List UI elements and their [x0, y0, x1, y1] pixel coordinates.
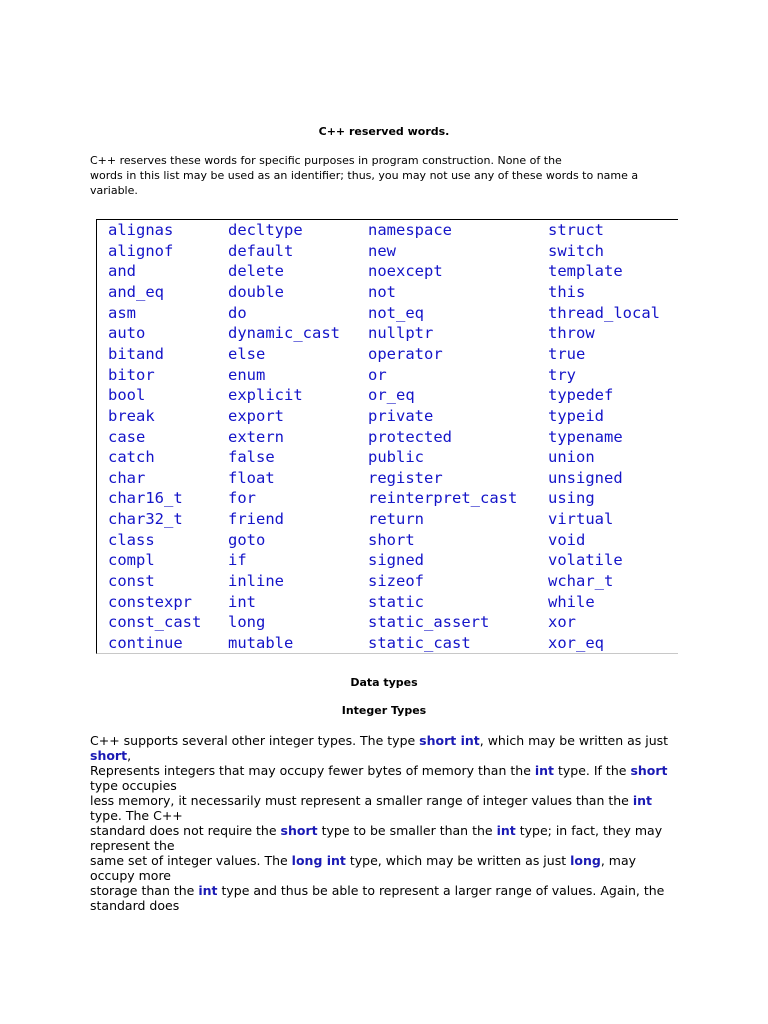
paragraph-line	[90, 763, 680, 778]
keyword-cell: do	[228, 303, 247, 322]
keyword-cell: for	[228, 489, 256, 508]
paragraph-line	[90, 823, 680, 838]
text-run: type and thus be able to represent a larger range of values. Again, the	[217, 883, 665, 898]
keyword-cell: class	[108, 530, 155, 549]
keyword-cell: not_eq	[368, 303, 424, 322]
intro-line: C++ reserves these words for specific purposes in program construction. None of the	[90, 154, 562, 167]
intro-line: variable.	[90, 184, 138, 197]
integer-types-paragraph	[90, 733, 680, 913]
emphasized-term: int	[198, 883, 218, 898]
keyword-cell: bitand	[108, 344, 164, 363]
keyword-cell: catch	[108, 448, 155, 467]
keyword-cell: void	[548, 530, 586, 549]
keyword-cell: try	[548, 365, 576, 384]
keyword-cell: alignas	[108, 221, 174, 239]
keyword-cell: float	[228, 468, 275, 487]
keyword-cell: double	[228, 282, 284, 301]
paragraph-line	[90, 733, 680, 748]
keyword-cell: extern	[228, 427, 284, 446]
keyword-cell: noexcept	[368, 262, 443, 281]
emphasized-term: long	[570, 853, 601, 868]
keyword-cell: not	[368, 282, 396, 301]
emphasized-term: short int	[419, 733, 480, 748]
keyword-cell: char32_t	[108, 510, 183, 529]
keyword-cell: signed	[368, 551, 424, 570]
keyword-cell: bitor	[108, 365, 155, 384]
keyword-cell: short	[368, 530, 415, 549]
keyword-cell: false	[228, 448, 275, 467]
keyword-cell: xor_eq	[548, 634, 604, 652]
emphasized-term: short	[90, 748, 128, 763]
keyword-cell: continue	[108, 634, 183, 652]
text-run: same set of integer values. The	[90, 853, 292, 868]
keyword-cell: and	[108, 262, 136, 281]
emphasized-term: int	[534, 763, 555, 778]
keyword-cell: using	[548, 489, 595, 508]
heading-data-types: Data types	[350, 676, 418, 689]
keyword-cell: const_cast	[108, 613, 202, 632]
keyword-cell: or_eq	[368, 386, 415, 405]
text-run: represent the	[90, 838, 175, 853]
paragraph-line	[90, 868, 680, 883]
text-run: type occupies	[90, 778, 177, 793]
keyword-cell: enum	[228, 365, 266, 384]
keyword-cell: typename	[548, 427, 623, 446]
keyword-cell: else	[228, 344, 266, 363]
text-run: Represents integers that may occupy fewer bytes of memory than the	[90, 763, 535, 778]
keyword-cell: export	[228, 406, 284, 425]
keyword-cell: explicit	[228, 386, 303, 405]
keyword-cell: decltype	[228, 221, 303, 239]
keyword-cell: throw	[548, 324, 595, 343]
keyword-cell: public	[368, 448, 424, 467]
text-run: standard does not require the	[90, 823, 281, 838]
emphasized-term: int	[632, 793, 652, 808]
keyword-cell: typedef	[548, 386, 614, 405]
intro-paragraph	[90, 153, 670, 198]
keyword-cell: sizeof	[368, 572, 424, 591]
keyword-cell: auto	[108, 324, 146, 343]
text-run: type, which may be written as just	[345, 853, 571, 868]
reserved-words-table	[96, 219, 678, 654]
page-title: C++ reserved words.	[318, 125, 450, 138]
text-run: standard does	[90, 898, 180, 913]
paragraph-line	[90, 883, 680, 898]
paragraph-line	[90, 778, 680, 793]
heading-integer-types: Integer Types	[341, 704, 427, 717]
paragraph-line	[90, 898, 680, 913]
text-run: ,	[127, 748, 132, 763]
keyword-cell: compl	[108, 551, 155, 570]
text-run: type. If the	[554, 763, 631, 778]
keyword-cell: int	[228, 592, 256, 611]
keyword-cell: static_cast	[368, 634, 471, 652]
keyword-cell: while	[548, 592, 595, 611]
emphasized-term: int	[496, 823, 516, 838]
keyword-cell: inline	[228, 572, 284, 591]
keyword-cell: new	[368, 241, 396, 260]
text-run: type to be smaller than the	[317, 823, 497, 838]
keyword-cell: struct	[548, 221, 604, 239]
keyword-cell: bool	[108, 386, 146, 405]
keyword-cell: char	[108, 468, 146, 487]
keyword-cell: asm	[108, 303, 136, 322]
paragraph-line	[90, 838, 680, 853]
keyword-cell: mutable	[228, 634, 294, 652]
keyword-cell: friend	[228, 510, 284, 529]
keyword-cell: true	[548, 344, 586, 363]
keyword-cell: if	[228, 551, 247, 570]
keyword-cell: union	[548, 448, 595, 467]
keyword-cell: dynamic_cast	[228, 324, 340, 343]
paragraph-line	[90, 793, 680, 808]
keyword-cell: and_eq	[108, 282, 164, 301]
keyword-cell: const	[108, 572, 155, 591]
text-run: occupy more	[90, 868, 171, 883]
emphasized-term: short	[630, 763, 668, 778]
keyword-cell: volatile	[548, 551, 623, 570]
keyword-cell: char16_t	[108, 489, 183, 508]
emphasized-term: long int	[291, 853, 346, 868]
text-run: storage than the	[90, 883, 199, 898]
keyword-cell: reinterpret_cast	[368, 489, 518, 508]
text-run: , may	[600, 853, 637, 868]
paragraph-line	[90, 808, 680, 823]
keyword-cell: thread_local	[548, 303, 660, 322]
keyword-cell: register	[368, 468, 443, 487]
text-run: type; in fact, they may	[515, 823, 663, 838]
paragraph-line	[90, 748, 680, 763]
paragraph-line	[90, 853, 680, 868]
keyword-cell: typeid	[548, 406, 604, 425]
text-run: C++ supports several other integer types. The type	[90, 733, 420, 748]
keyword-cell: default	[228, 241, 294, 260]
keyword-cell: xor	[548, 613, 576, 632]
text-run: type. The C++	[90, 808, 183, 823]
keyword-cell: constexpr	[108, 592, 192, 611]
keyword-cell: operator	[368, 344, 443, 363]
text-run: , which may be written as just	[479, 733, 669, 748]
keyword-cell: static	[368, 592, 424, 611]
keyword-cell: delete	[228, 262, 284, 281]
keyword-cell: alignof	[108, 241, 174, 260]
keyword-cell: nullptr	[368, 324, 434, 343]
keyword-cell: unsigned	[548, 468, 623, 487]
keyword-cell: case	[108, 427, 146, 446]
keyword-cell: virtual	[548, 510, 614, 529]
keyword-cell: return	[368, 510, 424, 529]
keyword-cell: protected	[368, 427, 452, 446]
keyword-cell: or	[368, 365, 387, 384]
keyword-cell: break	[108, 406, 155, 425]
keyword-cell: namespace	[368, 221, 452, 239]
keyword-cell: private	[368, 406, 434, 425]
keyword-cell: template	[548, 262, 623, 281]
emphasized-term: short	[280, 823, 318, 838]
keyword-cell: switch	[548, 241, 604, 260]
keyword-cell: static_assert	[368, 613, 490, 632]
keyword-cell: long	[228, 613, 266, 632]
text-run: less memory, it necessarily must represent a smaller range of integer values than the	[90, 793, 633, 808]
intro-line: words in this list may be used as an identifier; thus, you may not use any of these words to name a	[90, 169, 639, 182]
keyword-cell: this	[548, 282, 586, 301]
keyword-cell: goto	[228, 530, 266, 549]
keyword-cell: wchar_t	[548, 572, 614, 591]
